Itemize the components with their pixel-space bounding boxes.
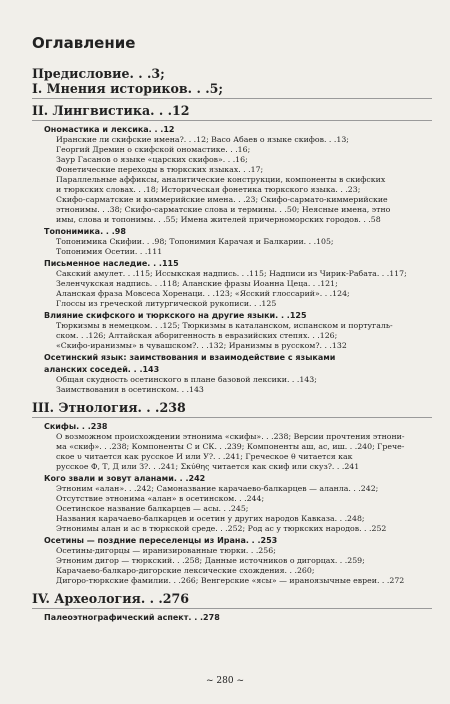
toc-entry: Параллельные аффиксы, аналитические конструкции, компоненты в скифских bbox=[56, 175, 386, 184]
toc-entry: Иранские ли скифские имена?. . .12; Васо Абаев о языке скифов. . .13; bbox=[56, 135, 349, 144]
toc-entry: Общая скудность осетинского в плане базовой лексики. . .143; bbox=[56, 375, 317, 384]
toc-entry: имы, слова и топонимы. . .55; Имена жителей причерноморских городов. . .58 bbox=[56, 215, 381, 224]
toc-entry: ское υ читается как русское И или У?. . .241; Греческое θ читается как bbox=[56, 452, 353, 461]
toc-entry: Отсутствие этнонима «алан» в осетинском. . .244; bbox=[56, 494, 265, 503]
toc-entry: Осетины-дигорцы — иранизированные тюрки. . .256; bbox=[56, 546, 276, 555]
toc-entry: Топонимика Скифии. . .98; Топонимия Карачая и Балкарии. . .105; bbox=[56, 237, 334, 246]
toc-entry: этнонимы. . .38; Скифо-сарматские слова и термины. . .50; Неясные имена, этно bbox=[56, 205, 391, 214]
toc-entry: Глоссы из греческой литургической рукописи. . .125 bbox=[56, 299, 277, 308]
page-number: ~ 280 ~ bbox=[206, 676, 244, 686]
divider bbox=[32, 120, 432, 121]
toc-entry: Скифо-сарматские и киммерийские имена. . .23; Скифо-сармато-киммерийские bbox=[56, 195, 388, 204]
toc-entry: Заимствования в осетинском. . .143 bbox=[56, 385, 204, 394]
toc-chapter: IV. Археология. . .276 bbox=[32, 591, 190, 606]
toc-entry: Георгий Дремин о скифской ономастике. . .16; bbox=[56, 145, 251, 154]
toc-section: Ономастика и лексика. . .12 bbox=[44, 125, 175, 134]
toc-entry: Этнонимы алан и ас в тюркской среде. . .252; Род ас у тюркских народов. . .252 bbox=[56, 524, 387, 533]
toc-entry: Аланская фраза Мовсеса Хоренаци. . .123; «Ясский глоссарий». . .124; bbox=[56, 289, 350, 298]
table-of-contents bbox=[32, 34, 432, 623]
toc-chapter: Предисловие. . .3; bbox=[32, 66, 165, 81]
toc-entry: ском. . .126; Алтайская аборигенность в евразийских степях. . .126; bbox=[56, 331, 338, 340]
toc-entry: Карачаево-балкаро-дигорские лексические схождения. . .260; bbox=[56, 566, 315, 575]
toc-entry: Топонимия Осетии. . .111 bbox=[56, 247, 163, 256]
toc-entry: Тюркизмы в немецком. . .125; Тюркизмы в каталанском, испанском и португаль- bbox=[56, 321, 393, 330]
toc-entry: Названия карачаево-балкарцев и осетин у других народов Кавказа. . .248; bbox=[56, 514, 365, 523]
toc-section: Влияние скифского и тюркского на другие языки. . .125 bbox=[44, 311, 307, 320]
toc-entry: Дигоро-тюркские фамилии. . .266; Венгерские «ясы» — ираноязычные евреи. . .272 bbox=[56, 576, 405, 585]
toc-entry: ма «скиф». . .238; Компоненты С и СК. . .239; Компоненты аш, ас, иш. . .240; Грече- bbox=[56, 442, 405, 451]
toc-entry: Зеленчукская надпись. . .118; Аланские фразы Иоанна Цеца. . .121; bbox=[56, 279, 338, 288]
toc-title: Оглавление bbox=[32, 34, 136, 52]
toc-section: Осетинский язык: заимствования и взаимодействие с языками bbox=[44, 353, 336, 362]
toc-section: Скифы. . .238 bbox=[44, 422, 108, 431]
divider bbox=[32, 417, 432, 418]
toc-section: Письменное наследие. . .115 bbox=[44, 259, 179, 268]
toc-entry: О возможном происхождении этнонима «скифы». . .238; Версии прочтения этнони- bbox=[56, 432, 405, 441]
toc-section: аланских соседей. . .143 bbox=[44, 365, 160, 374]
toc-entry: Заур Гасанов о языке «царских скифов». . .16; bbox=[56, 155, 248, 164]
toc-chapter: II. Лингвистика. . .12 bbox=[32, 103, 190, 118]
toc-entry: и тюркских словах. . .18; Историческая фонетика тюркского языка. . .23; bbox=[56, 185, 361, 194]
toc-entry: Фонетические переходы в тюркских языках. . .17; bbox=[56, 165, 264, 174]
toc-entry: Этноним дигор — тюркский. . .258; Данные источников о дигорцах. . .259; bbox=[56, 556, 365, 565]
toc-entry: Сакский амулет. . .115; Иссыкская надпись. . .115; Надписи из Чирик-Рабата. . .117; bbox=[56, 269, 407, 278]
toc-section: Кого звали и зовут аланами. . .242 bbox=[44, 474, 206, 483]
toc-section: Топонимика. . .98 bbox=[44, 227, 126, 236]
toc-entry: «Скифо-иранизмы» в чувашском?. . .132; Иранизмы в русском?. . .132 bbox=[56, 341, 347, 350]
divider bbox=[32, 98, 432, 99]
toc-entry: Осетинское название балкарцев — асы. . .245; bbox=[56, 504, 249, 513]
toc-section: Осетины — поздние переселенцы из Ирана. . .253 bbox=[44, 536, 278, 545]
toc-list bbox=[32, 66, 432, 623]
toc-entry: русское Ф, Т, Д или З?. . .241; Σκύθης читается как скиф или скуз?. . .241 bbox=[56, 462, 360, 471]
toc-entry: Этноним «алан». . .242; Самоназвание карачаево-балкарцев — аланла. . .242; bbox=[56, 484, 379, 493]
toc-chapter: I. Мнения историков. . .5; bbox=[32, 81, 224, 96]
divider bbox=[32, 608, 432, 609]
toc-section: Палеоэтнографический аспект. . .278 bbox=[44, 613, 220, 622]
toc-chapter: III. Этнология. . .238 bbox=[32, 400, 186, 415]
